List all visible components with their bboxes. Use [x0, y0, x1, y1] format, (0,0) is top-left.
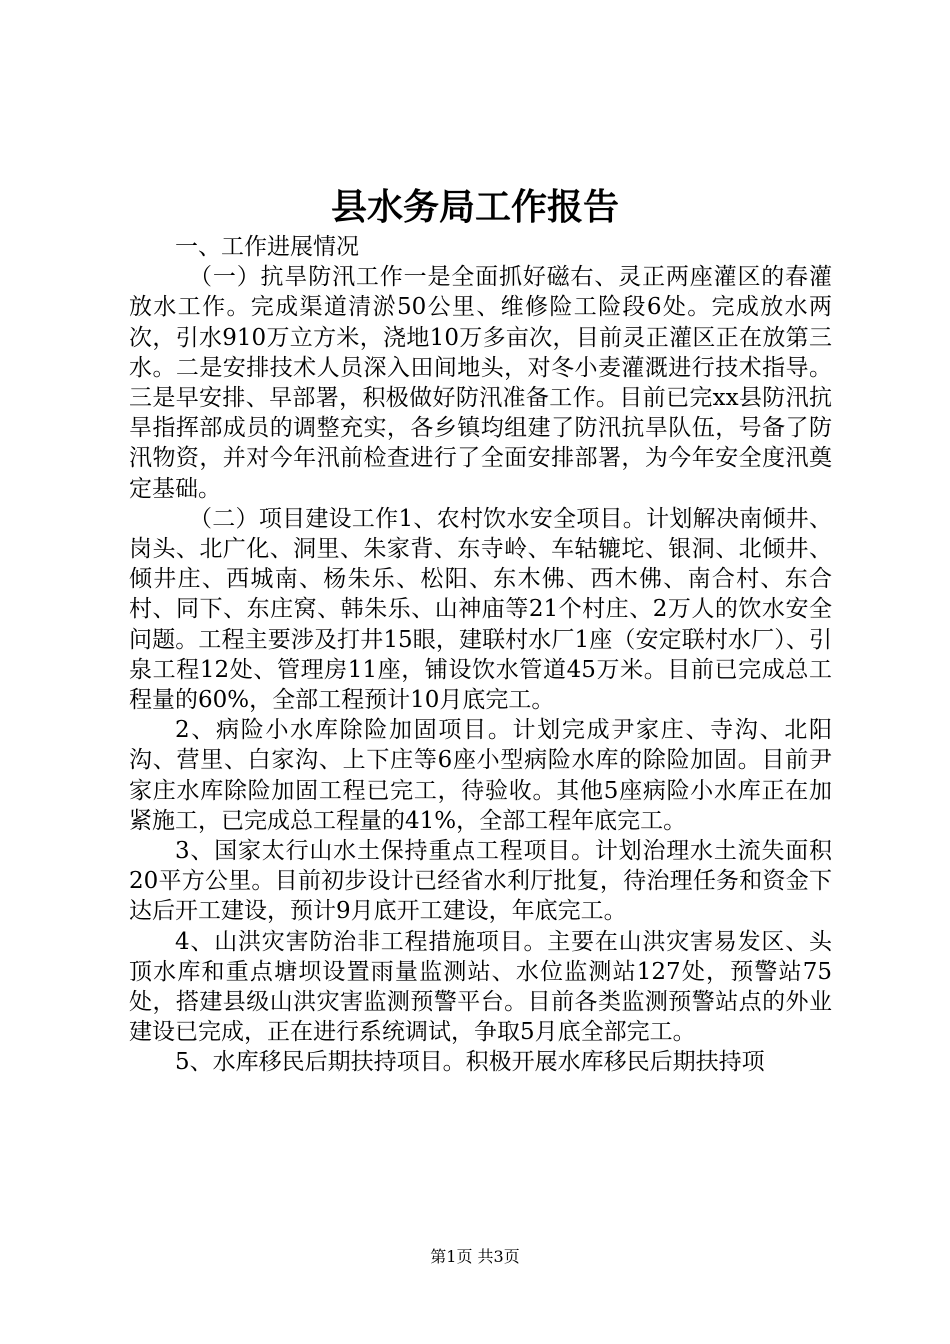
- paragraph-flood-control: （一）抗旱防汛工作一是全面抓好磁右、灵正两座灌区的春灌放水工作。完成渠道清淤50公里、维修险工险段6处。完成放水两次，引水910万立方米，浇地10万多亩次，目前灵正灌区正在放第三水。二是安排技术人员深入田间地头，对冬小麦灌溉进行技术指导。三是早安排、早部署，积极做好防汛准备工作。目前已完xx县防汛抗旱指挥部成员的调整充实，各乡镇均组建了防汛抗旱队伍，号备了防汛物资，并对今年汛前检查进行了全面安排部署，为今年安全度汛奠定基础。: [129, 264, 832, 502]
- paragraph-flash-flood: 4、山洪灾害防治非工程措施项目。主要在山洪灾害易发区、头顶水库和重点塘坝设置雨量监测站、水位监测站127处，预警站75处，搭建县级山洪灾害监测预警平台。目前各类监测预警站点的外业建设已完成，正在进行系统调试，争取5月底全部完工。: [129, 928, 832, 1046]
- page-footer: 第1页 共3页: [430, 1247, 520, 1266]
- paragraph-reservoir-reinforcement: 2、病险小水库除险加固项目。计划完成尹家庄、寺沟、北阳沟、营里、白家沟、上下庄等6座小型病险水库的除险加固。目前尹家庄水库除险加固工程已完工，待验收。其他5座病险小水库正在加紧施工，已完成总工程量的41%，全部工程年底完工。: [129, 717, 832, 834]
- document-body: [129, 232, 832, 1078]
- paragraph-soil-conservation: 3、国家太行山水土保持重点工程项目。计划治理水土流失面积20平方公里。目前初步设计已经省水利厅批复，待治理任务和资金下达后开工建设，预计9月底开工建设，年底完工。: [129, 838, 832, 925]
- paragraph-project-construction: （二）项目建设工作1、农村饮水安全项目。计划解决南倾井、岗头、北广化、洞里、朱家背、东寺岭、车轱辘坨、银洞、北倾井、倾井庄、西城南、杨朱乐、松阳、东木佛、西木佛、南合村、东合村、同下、东庄窝、韩朱乐、山神庙等21个村庄、2万人的饮水安全问题。工程主要涉及打井15眼，建联村水厂1座（安定联村水厂）、引泉工程12处、管理房11座，铺设饮水管道45万米。目前已完成总工程量的60%，全部工程预计10月底完工。: [129, 505, 832, 714]
- section-heading: 一、工作进展情况: [175, 234, 359, 260]
- paragraph-resettlement: 5、水库移民后期扶持项目。积极开展水库移民后期扶持项: [175, 1049, 765, 1076]
- document-title: 县水务局工作报告: [330, 186, 619, 228]
